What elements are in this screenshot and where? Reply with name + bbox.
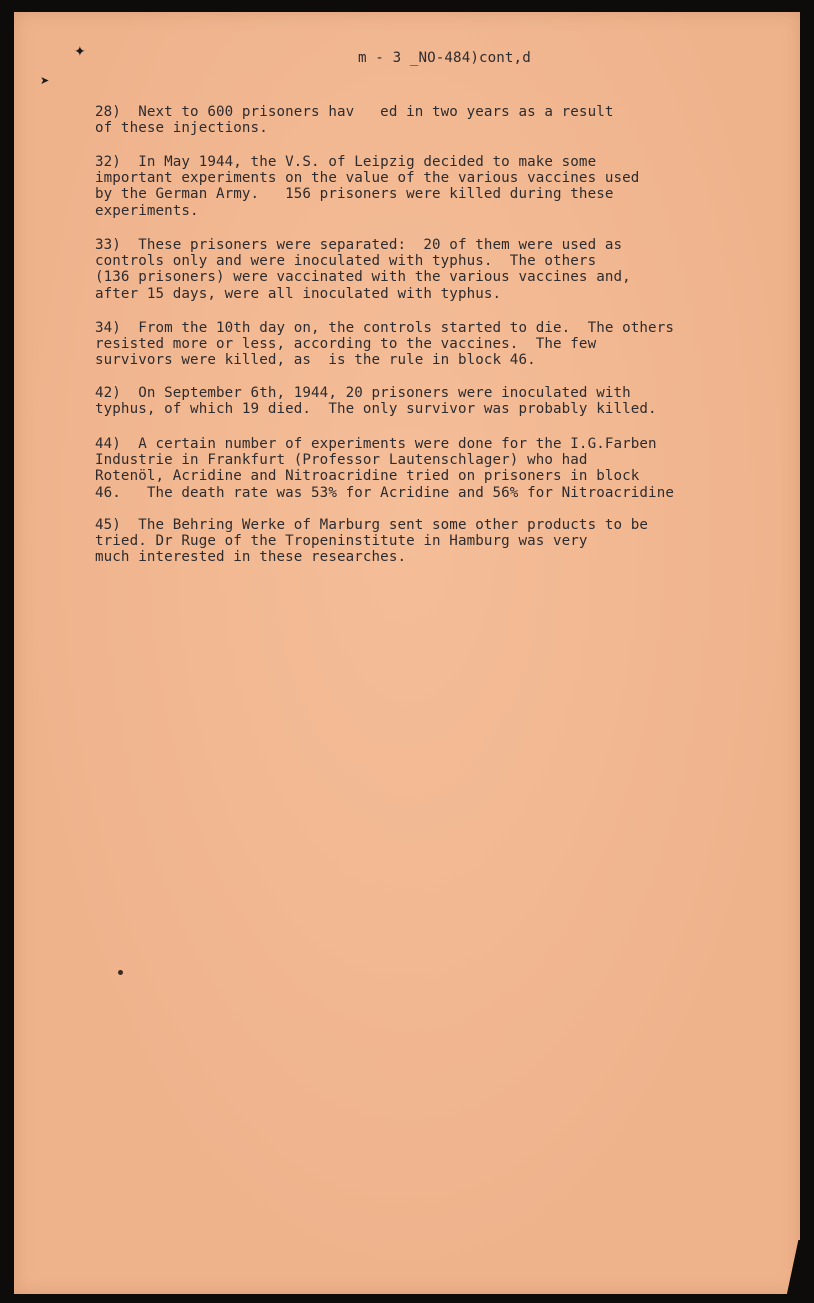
punch-mark-left: ➤ <box>40 74 50 87</box>
line: of these injections. <box>95 120 268 137</box>
line: experiments. <box>95 202 199 219</box>
line: 45) The Behring Werke of Marburg sent some other products to be <box>95 517 649 533</box>
line: controls only and were inoculated with typhus. The others <box>95 253 597 270</box>
line: 32) In May 1944, the V.S. of Leipzig decided to make some <box>95 154 597 170</box>
line: much interested in these researches. <box>95 549 407 566</box>
line: 33) These prisoners were separated: 20 of them were used as <box>95 237 623 253</box>
line: by the German Army. 156 prisoners were killed during these <box>95 186 614 203</box>
page-header: m - 3 _NO-484)cont,d <box>358 50 531 66</box>
line: 44) A certain number of experiments were done for the I.G.Farben <box>95 436 657 452</box>
line: important experiments on the value of the various vaccines used <box>95 170 640 187</box>
paragraph-32 <box>95 154 639 219</box>
line: Industrie in Frankfurt (Professor Lautenschlager) who had <box>95 452 588 469</box>
line: survivors were killed, as is the rule in block 46. <box>95 352 536 369</box>
punch-mark-top: ✦ <box>74 44 86 60</box>
line: after 15 days, were all inoculated with typhus. <box>95 285 502 302</box>
line: resisted more or less, according to the vaccines. The few <box>95 336 597 353</box>
paragraph-42 <box>95 385 657 417</box>
paragraph-45 <box>95 517 648 566</box>
line: 46. The death rate was 53% for Acridine and 56% for Nitroacridine <box>95 484 674 501</box>
paragraph-33 <box>95 237 631 302</box>
line: 28) Next to 600 prisoners hav ed in two years as a result <box>95 104 614 120</box>
line: 34) From the 10th day on, the controls started to die. The others <box>95 320 674 336</box>
paragraph-28 <box>95 104 614 136</box>
ink-speck <box>118 970 123 975</box>
paragraph-34 <box>95 320 674 369</box>
line: typhus, of which 19 died. The only survivor was probably killed. <box>95 401 657 418</box>
line: 42) On September 6th, 1944, 20 prisoners were inoculated with <box>95 385 631 401</box>
line: (136 prisoners) were vaccinated with the various vaccines and, <box>95 269 631 286</box>
paragraph-44 <box>95 436 674 501</box>
line: tried. Dr Ruge of the Tropeninstitute in Hamburg was very <box>95 533 588 550</box>
line: Rotenöl, Acridine and Nitroacridine tried on prisoners in block <box>95 468 640 485</box>
